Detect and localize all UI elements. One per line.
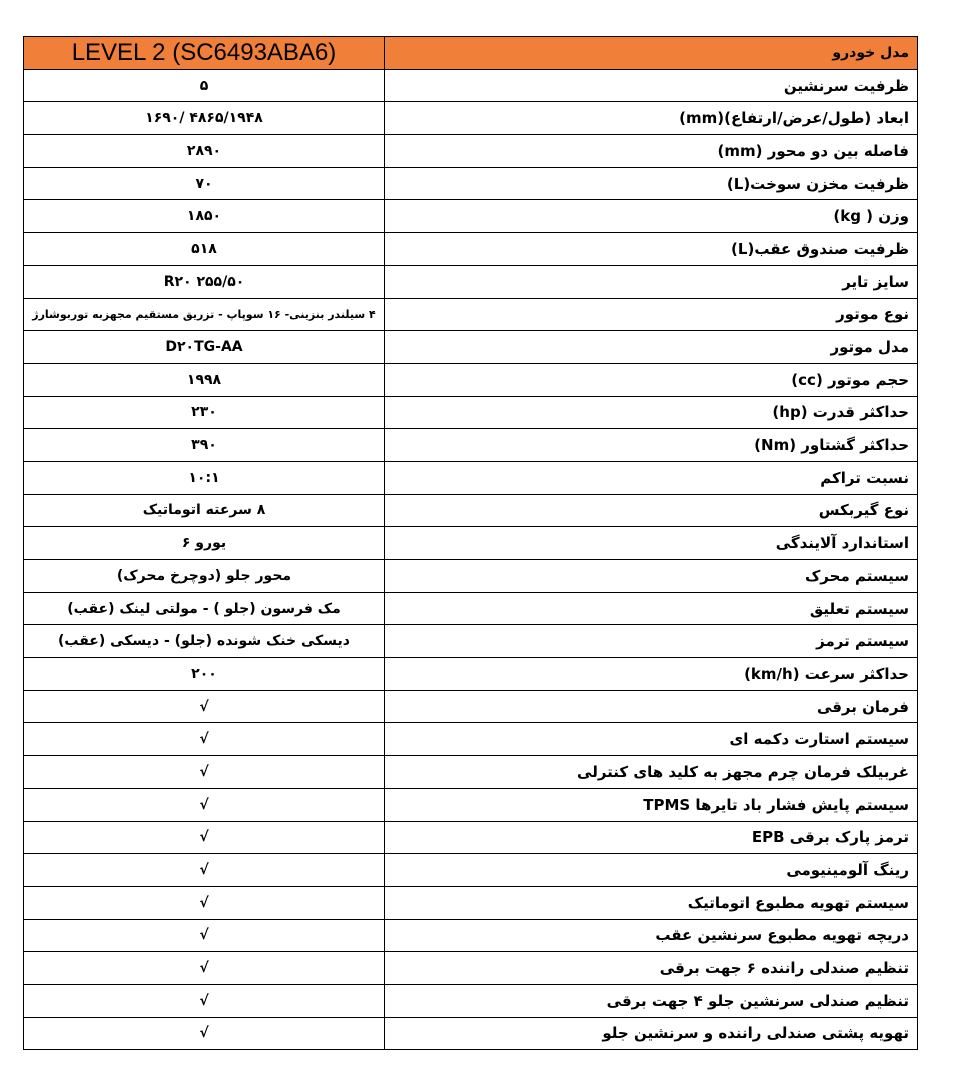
spec-value: √ [24, 952, 385, 985]
table-row [24, 527, 918, 560]
spec-value: یورو ۶ [24, 527, 385, 560]
table-row [24, 690, 918, 723]
spec-label: ظرفیت سرنشین [385, 69, 918, 102]
spec-value: √ [24, 984, 385, 1017]
spec-value: D۲۰TG-AA [24, 331, 385, 364]
table-row [24, 658, 918, 691]
spec-label: غربیلک فرمان چرم مجهز به کلید های کنترلی [385, 756, 918, 789]
spec-value: √ [24, 821, 385, 854]
spec-value: ۱۰:۱ [24, 461, 385, 494]
spec-label: نوع گیربکس [385, 494, 918, 527]
spec-label: تنظیم صندلی سرنشین جلو ۴ جهت برقی [385, 984, 918, 1017]
spec-label: وزن ( kg) [385, 200, 918, 233]
spec-value: √ [24, 723, 385, 756]
spec-label: سیستم تعلیق [385, 592, 918, 625]
spec-label: ظرفیت صندوق عقب(L) [385, 233, 918, 266]
spec-value: √ [24, 886, 385, 919]
table-row [24, 265, 918, 298]
spec-value: ۸ سرعته اتوماتیک [24, 494, 385, 527]
spec-label: تهویه پشتی صندلی راننده و سرنشین جلو [385, 1017, 918, 1050]
table-row [24, 1017, 918, 1050]
spec-value: √ [24, 1017, 385, 1050]
spec-label: نسبت تراکم [385, 461, 918, 494]
spec-label: سیستم محرک [385, 560, 918, 593]
spec-value: ۵ [24, 69, 385, 102]
table-row [24, 461, 918, 494]
table-row [24, 298, 918, 331]
spec-label: حداکثر گشتاور (Nm) [385, 429, 918, 462]
spec-value: ۲۸۹۰ [24, 135, 385, 168]
table-row [24, 494, 918, 527]
table-row [24, 429, 918, 462]
table-row [24, 69, 918, 102]
spec-value: ۱۹۹۸ [24, 363, 385, 396]
table-row [24, 952, 918, 985]
spec-value: ۴ سیلندر بنزینی- ۱۶ سوپاپ - تزریق مستقیم مجهزبه توربوشارژ [24, 298, 385, 331]
spec-label: سایز تایر [385, 265, 918, 298]
spec-value: ۴۸۶۵/۱۹۴۸ /۱۶۹۰ [24, 102, 385, 135]
spec-label: سیستم ترمز [385, 625, 918, 658]
spec-value: ۳۹۰ [24, 429, 385, 462]
spec-label: ابعاد (طول/عرض/ارتفاع)(mm) [385, 102, 918, 135]
spec-value: √ [24, 756, 385, 789]
spec-label: ظرفیت مخزن سوخت(L) [385, 167, 918, 200]
spec-label: نوع موتور [385, 298, 918, 331]
spec-value: دیسکی خنک شونده (جلو) - دیسکی (عقب) [24, 625, 385, 658]
table-row [24, 102, 918, 135]
model-value: LEVEL 2 (SC6493ABA6) [24, 37, 385, 70]
spec-value: √ [24, 854, 385, 887]
spec-label: فاصله بین دو محور (mm) [385, 135, 918, 168]
table-row [24, 854, 918, 887]
spec-label: حجم موتور (cc) [385, 363, 918, 396]
model-label: مدل خودرو [385, 37, 918, 70]
spec-label: حداکثر قدرت (hp) [385, 396, 918, 429]
table-row [24, 200, 918, 233]
table-row [24, 821, 918, 854]
table-row [24, 723, 918, 756]
spec-label: استاندارد آلایندگی [385, 527, 918, 560]
table-row [24, 592, 918, 625]
spec-label: ترمز پارک برقی EPB [385, 821, 918, 854]
spec-label: فرمان برقی [385, 690, 918, 723]
spec-table [23, 36, 918, 1050]
spec-label: دریچه تهویه مطبوع سرنشین عقب [385, 919, 918, 952]
table-row [24, 625, 918, 658]
spec-value: √ [24, 919, 385, 952]
spec-value: ۲۳۰ [24, 396, 385, 429]
spec-label: مدل موتور [385, 331, 918, 364]
spec-value: ۵۱۸ [24, 233, 385, 266]
spec-label: سیستم پایش فشار باد تایرها TPMS [385, 788, 918, 821]
spec-label: سیستم استارت دکمه ای [385, 723, 918, 756]
table-row [24, 167, 918, 200]
spec-value: محور جلو (دوچرخ محرک) [24, 560, 385, 593]
spec-label: رینگ آلومینیومی [385, 854, 918, 887]
table-row [24, 919, 918, 952]
spec-value: ۷۰ [24, 167, 385, 200]
table-row [24, 331, 918, 364]
spec-label: تنظیم صندلی راننده ۶ جهت برقی [385, 952, 918, 985]
table-row [24, 756, 918, 789]
spec-value: ۱۸۵۰ [24, 200, 385, 233]
table-row [24, 560, 918, 593]
table-row [24, 396, 918, 429]
spec-value: مک فرسون (جلو ) - مولتی لینک (عقب) [24, 592, 385, 625]
spec-label: حداکثر سرعت (km/h) [385, 658, 918, 691]
spec-value: √ [24, 788, 385, 821]
table-row [24, 788, 918, 821]
spec-value: √ [24, 690, 385, 723]
table-row [24, 233, 918, 266]
table-row [24, 886, 918, 919]
header-row [24, 37, 918, 70]
table-row [24, 363, 918, 396]
spec-value: ۲۰۰ [24, 658, 385, 691]
table-row [24, 984, 918, 1017]
table-row [24, 135, 918, 168]
spec-label: سیستم تهویه مطبوع اتوماتیک [385, 886, 918, 919]
spec-value: ۲۵۵/۵۰ R۲۰ [24, 265, 385, 298]
